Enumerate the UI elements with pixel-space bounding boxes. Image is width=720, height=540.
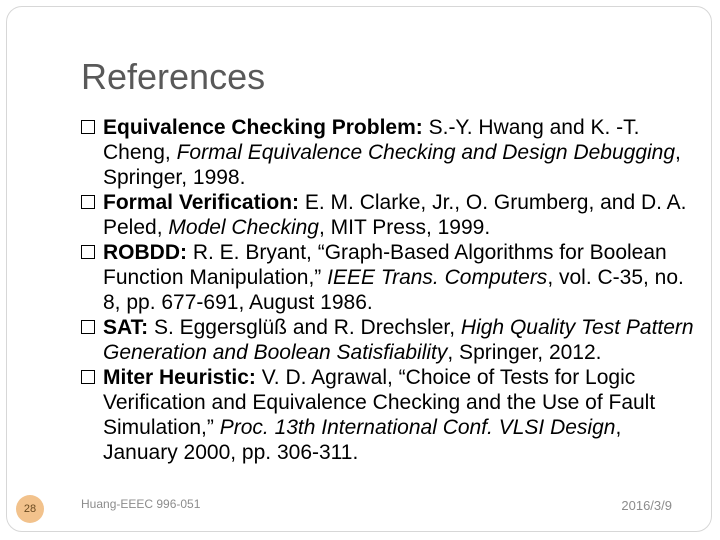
reference-item xyxy=(81,240,701,315)
footer-date: 2016/3/9 xyxy=(621,498,672,513)
reference-details: , vol. C-35, no. 8, pp. 677-691, August 1986. xyxy=(103,266,684,314)
reference-authors: E. M. Clarke, Jr., O. Grumberg, and D. A. Peled, xyxy=(103,191,687,239)
page-number-badge: 28 xyxy=(16,495,44,523)
reference-work-title: Model Checking xyxy=(168,216,319,239)
reference-list xyxy=(81,115,701,465)
reference-details: , January 2000, pp. 306-311. xyxy=(103,416,622,464)
reference-item xyxy=(81,115,701,190)
reference-topic: Miter Heuristic: xyxy=(103,366,256,389)
reference-item xyxy=(81,190,701,240)
reference-work-title: Formal Equivalence Checking and Design Debugging xyxy=(176,141,676,164)
square-bullet-icon xyxy=(81,195,95,209)
square-bullet-icon xyxy=(81,320,95,334)
reference-topic: SAT: xyxy=(103,316,149,339)
reference-topic: Equivalence Checking Problem: xyxy=(103,116,423,139)
reference-authors: R. E. Bryant, “Graph-Based Algorithms for Boolean Function Manipulation,” xyxy=(103,241,667,289)
reference-details: , MIT Press, 1999. xyxy=(318,216,491,239)
reference-work-title: Proc. 13th International Conf. VLSI Design xyxy=(219,416,616,439)
reference-work-title: IEEE Trans. Computers xyxy=(327,266,548,289)
reference-authors: S.-Y. Hwang and K. -T. Cheng, xyxy=(103,116,640,164)
reference-details: , Springer, 2012. xyxy=(447,341,602,364)
reference-work-title: High Quality Test Pattern Generation and Boolean Satisfiability xyxy=(103,316,694,364)
square-bullet-icon xyxy=(81,120,95,134)
reference-item xyxy=(81,315,701,365)
slide-title: References xyxy=(81,56,266,97)
square-bullet-icon xyxy=(81,370,95,384)
square-bullet-icon xyxy=(81,245,95,259)
reference-item xyxy=(81,365,701,465)
reference-topic: ROBDD: xyxy=(103,241,187,264)
reference-topic: Formal Verification: xyxy=(103,191,300,214)
reference-authors: S. Eggersglüß and R. Drechsler, xyxy=(148,316,461,339)
footer-course-label: Huang-EEEC 996-051 xyxy=(81,497,201,511)
reference-details: , Springer, 1998. xyxy=(103,141,681,189)
reference-authors: V. D. Agrawal, “Choice of Tests for Logic Verification and Equivalence Checking and the Use of Fault Simulation,” xyxy=(103,366,656,439)
